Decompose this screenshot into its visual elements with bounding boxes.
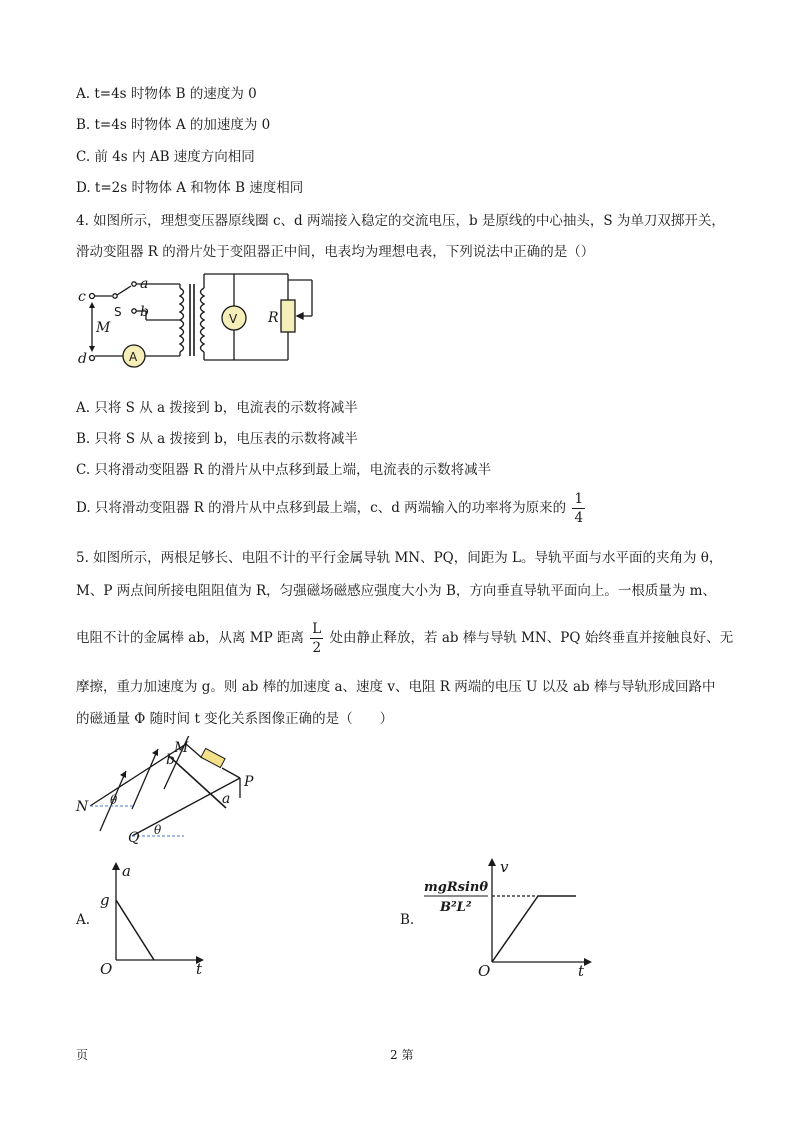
footer-page-word: 页 [76, 1048, 89, 1062]
label-b: b [140, 304, 149, 320]
fraction-l-over-2 [310, 620, 323, 657]
q4-stem-line2: 滑动变阻器 R 的滑片处于变阻器正中间，电表均为理想电表，下列说法中正确的是（） [76, 244, 595, 260]
level-denominator: B²L² [440, 900, 472, 915]
q5-option-a-label: A. [76, 912, 91, 928]
q4-stem-line1: 4. 如图所示，理想变压器原线圈 c、d 两端接入稳定的交流电压，b 是原线的中心抽头，S 为单刀双掷开关， [76, 213, 725, 229]
label-m: M [174, 740, 189, 756]
axis-label-a: a [122, 862, 131, 880]
label-m: M [96, 320, 111, 336]
axis-label-t: t [196, 960, 203, 976]
q4-option-b: B. 只将 S 从 a 拨接到 b，电压表的示数将减半 [76, 431, 358, 447]
q5-line3-suffix: 处由静止释放，若 ab 棒与导轨 MN、PQ 始终垂直并接触良好、无 [329, 630, 734, 646]
label-a: a [222, 791, 231, 807]
q3-option-c: C. 前 4s 内 AB 速度方向相同 [76, 149, 255, 165]
q3-option-d: D. t=2s 时物体 A 和物体 B 速度相同 [76, 180, 304, 196]
footer-page-number: 2 第 [390, 1048, 414, 1062]
label-n: N [76, 799, 89, 815]
label-r: R [268, 310, 279, 326]
q3-option-b: B. t=4s 时物体 A 的加速度为 0 [76, 117, 271, 133]
graph-b-velocity-time [420, 854, 600, 978]
label-theta: θ [154, 823, 162, 837]
voltmeter-label: V [229, 312, 238, 326]
label-c: c [78, 289, 86, 305]
label-d: d [78, 351, 87, 367]
q5-line5: 的磁通量 Φ 随时间 t 变化关系图像正确的是（ ） [76, 711, 394, 727]
level-numerator: mgRsinθ [424, 880, 489, 895]
axis-label-v: v [500, 858, 509, 876]
fraction-numerator: L [312, 621, 322, 637]
origin-label: O [478, 962, 491, 978]
label-theta: θ [110, 793, 118, 807]
fraction-denominator: 4 [574, 510, 584, 526]
q5-line3 [76, 620, 733, 657]
q5-line2: M、P 两点间所接电阻阻值为 R，匀强磁场磁感应强度大小为 B，方向垂直导轨平面向上。一根质量为 m、 [76, 583, 716, 599]
q4-option-c: C. 只将滑动变阻器 R 的滑片从中点移到最上端，电流表的示数将减半 [76, 462, 492, 478]
q3-option-a: A. t=4s 时物体 B 的速度为 0 [76, 86, 257, 102]
q4-option-d [76, 490, 587, 527]
label-s: S [114, 305, 122, 319]
tick-label-g: g [100, 891, 110, 909]
q4-option-d-text: D. 只将滑动变阻器 R 的滑片从中点移到最上端，c、d 两端输入的功率将为原来的 [76, 500, 567, 516]
q5-line3-prefix: 电阻不计的金属棒 ab，从离 MP 距离 [76, 630, 304, 646]
label-p: P [244, 774, 254, 790]
label-q: Q [128, 830, 140, 846]
q5-option-b-label: B. [400, 912, 415, 928]
label-a: a [140, 276, 149, 292]
label-b: b [166, 752, 175, 768]
origin-label: O [100, 960, 113, 976]
graph-a-acceleration-time [96, 856, 216, 976]
q5-line1: 5. 如图所示，两根足够长、电阻不计的平行金属导轨 MN、PQ，间距为 L。导轨平面与水平面的夹角为 θ， [76, 550, 723, 566]
axis-label-t: t [578, 962, 585, 978]
transformer-circuit-diagram [76, 266, 336, 376]
fraction-one-quarter [572, 490, 585, 527]
fraction-numerator: 1 [574, 491, 584, 507]
q4-option-a: A. 只将 S 从 a 拨接到 b，电流表的示数将减半 [76, 400, 358, 416]
q5-line4: 摩擦，重力加速度为 g。则 ab 棒的加速度 a、速度 v、电阻 R 两端的电压 U 以及 ab 棒与导轨形成回路中 [76, 679, 716, 695]
ammeter-label: A [129, 350, 138, 364]
inclined-rails-diagram [74, 736, 274, 846]
fraction-denominator: 2 [312, 640, 322, 656]
